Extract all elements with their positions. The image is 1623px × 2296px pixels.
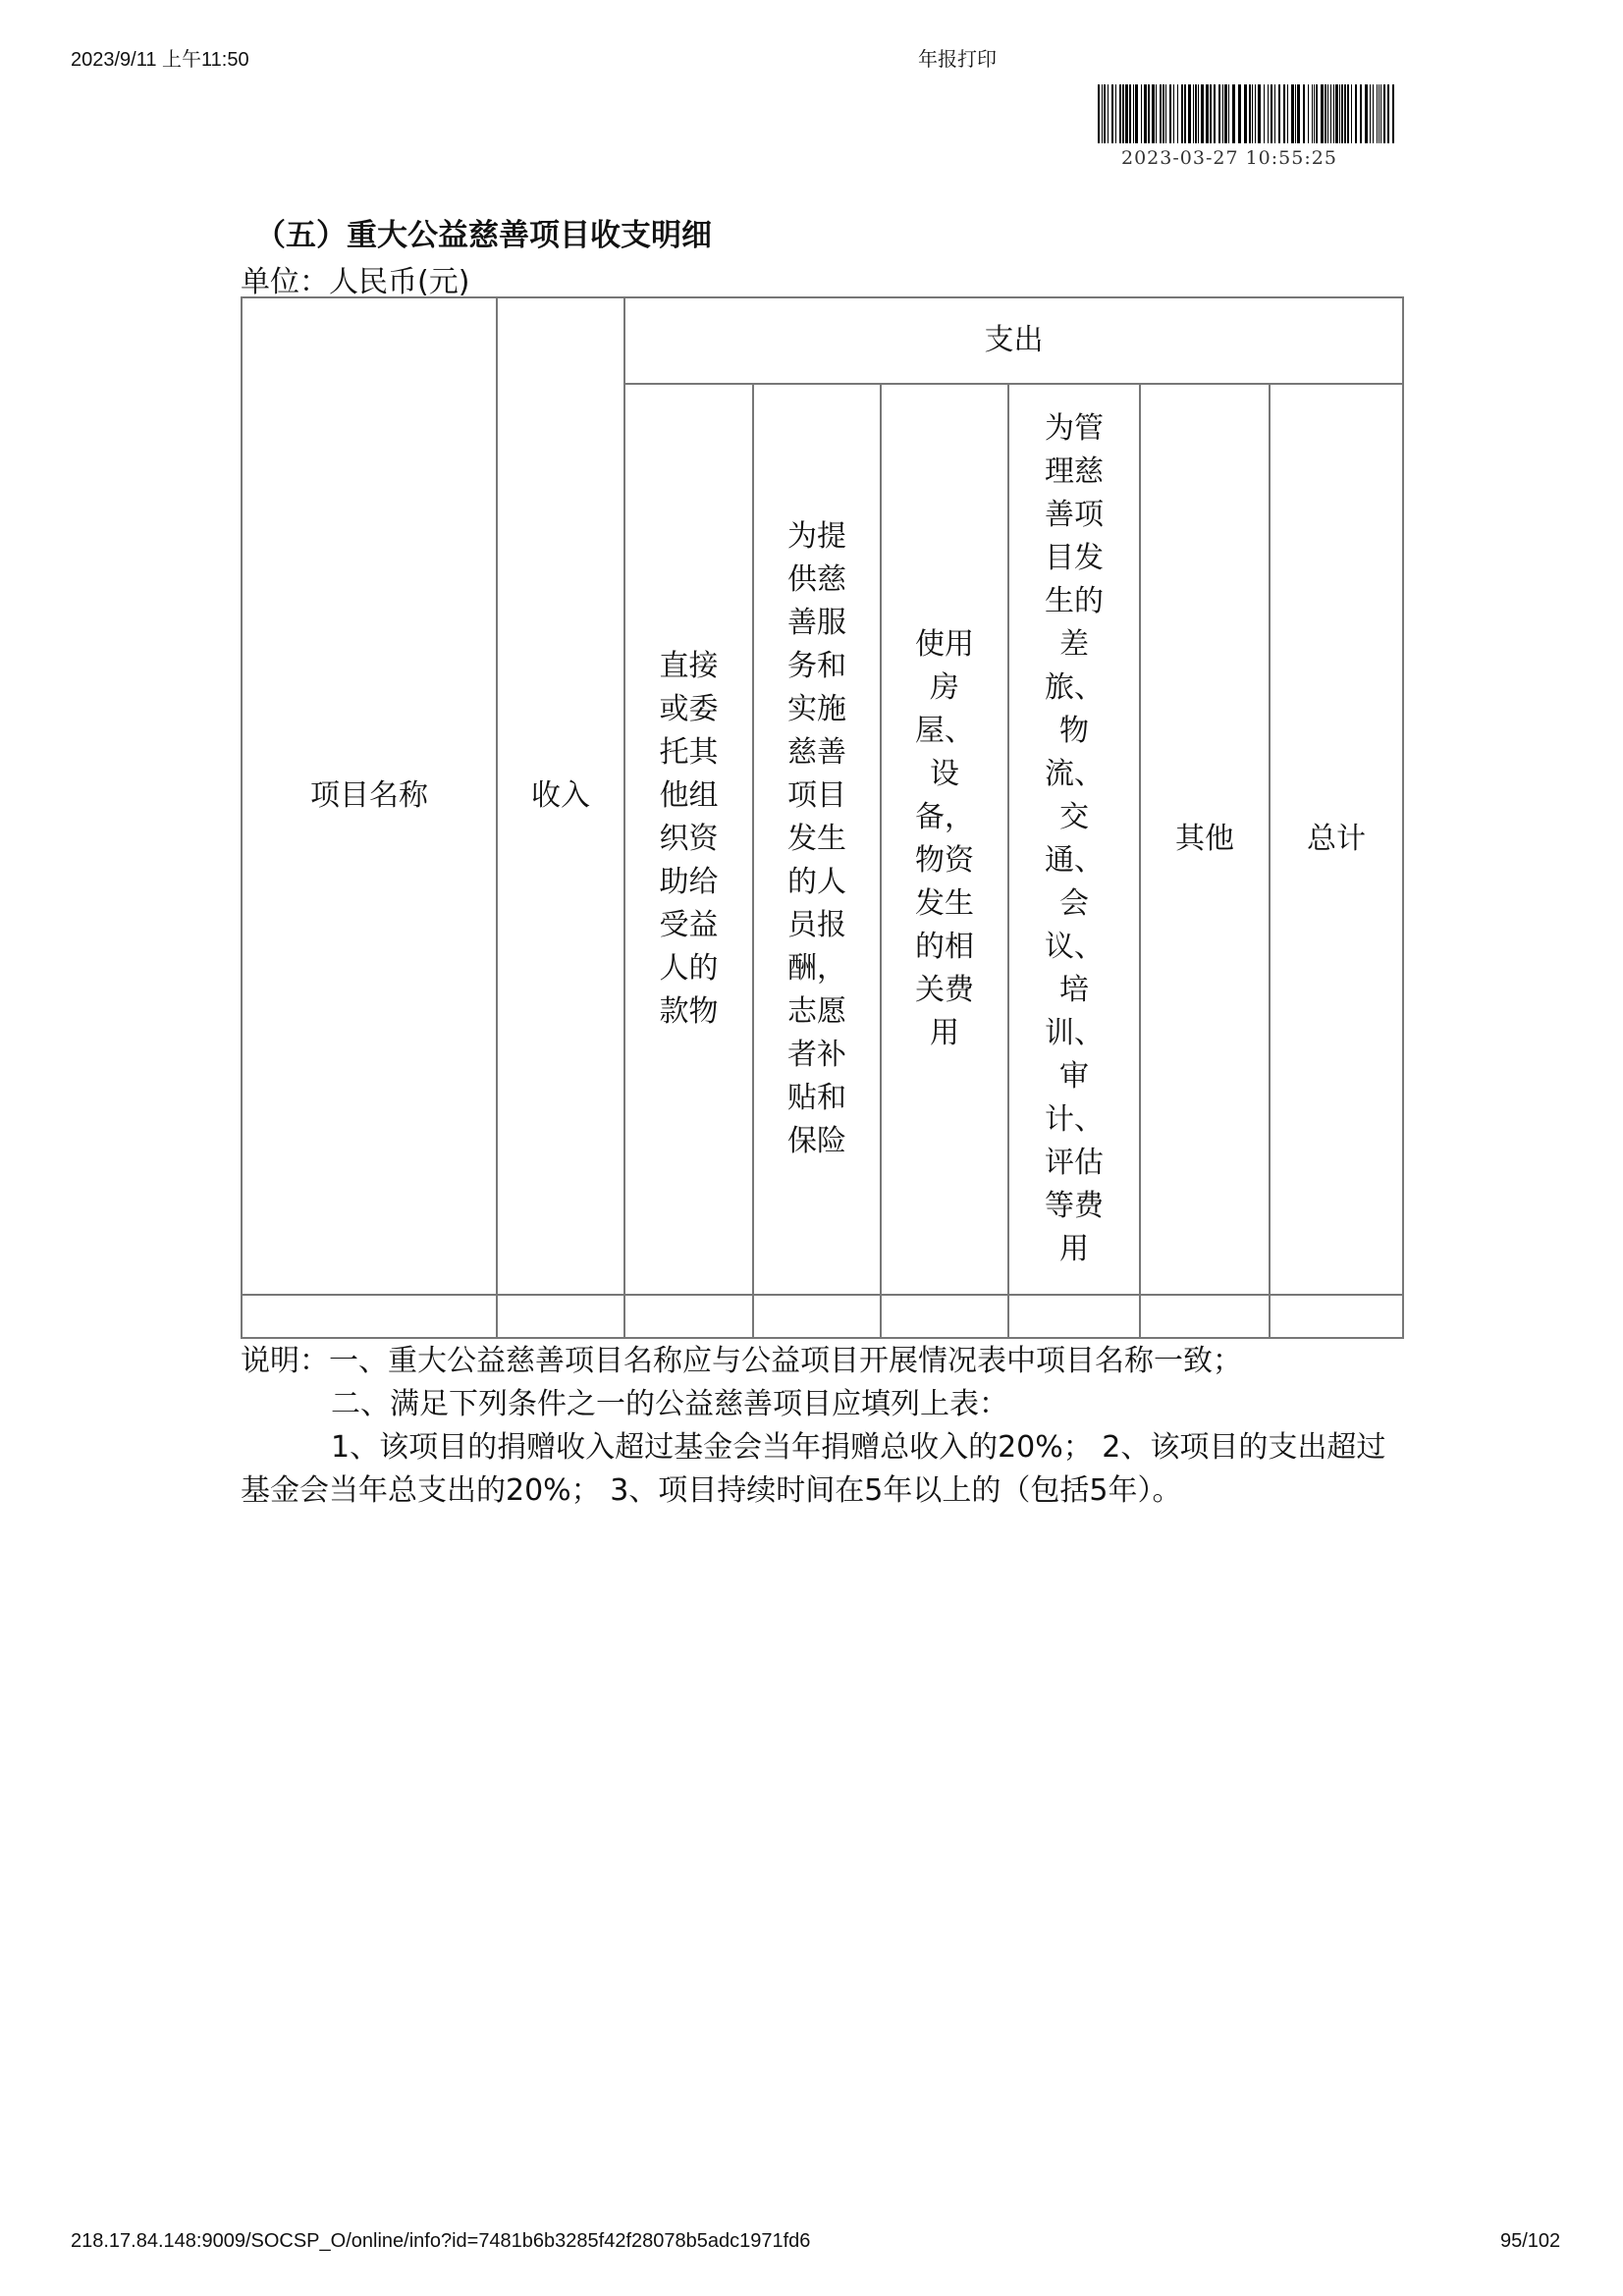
project-detail-table xyxy=(241,296,1404,1339)
header-total: 总计 xyxy=(1270,384,1403,1295)
header-personnel-cost xyxy=(753,384,881,1295)
print-title: 年报打印 xyxy=(918,49,997,71)
header-direct-funding xyxy=(624,384,753,1295)
table-cell xyxy=(753,1295,881,1338)
footer-url: 218.17.84.148:9009/SOCSP_O/online/info?id=7481b6b3285f42f28078b5adc1971fd6 xyxy=(71,2230,811,2252)
page-number: 95/102 xyxy=(1500,2230,1561,2252)
header-facility-cost-label: 使用房屋、设备，物资发生的相关费用 xyxy=(915,627,974,1050)
table-cell xyxy=(497,1295,624,1338)
table-cell xyxy=(881,1295,1008,1338)
header-direct-funding-label: 直接或委托其他组织资助给受益人的款物 xyxy=(659,649,719,1029)
note-line-3: 1、该项目的捐赠收入超过基金会当年捐赠总收入的20%； 2、该项目的支出超过基金会当年总支出的20%； 3、项目持续时间在5年以上的（包括5年）。 xyxy=(241,1430,1386,1508)
table-cell xyxy=(1270,1295,1403,1338)
header-management-cost xyxy=(1008,384,1140,1295)
table-cell xyxy=(624,1295,753,1338)
table-cell xyxy=(1140,1295,1270,1338)
currency-unit: 单位：人民币(元) xyxy=(241,265,470,299)
table-cell xyxy=(1008,1295,1140,1338)
header-income: 收入 xyxy=(497,297,624,1295)
table-cell xyxy=(242,1295,497,1338)
header-expense: 支出 xyxy=(624,297,1403,384)
header-management-cost-label: 为管理慈善项目发生的差旅、物流、交通、会议、培训、审计、评估等费用 xyxy=(1045,411,1104,1266)
header-other: 其他 xyxy=(1140,384,1270,1295)
barcode-timestamp: 2023-03-27 10:55:25 xyxy=(1121,147,1337,169)
section-title: （五）重大公益慈善项目收支明细 xyxy=(255,218,712,253)
note-line-1: 说明：一、重大公益慈善项目名称应与公益项目开展情况表中项目名称一致； xyxy=(241,1344,1242,1378)
table-row xyxy=(242,1295,1403,1338)
header-personnel-cost-label: 为提供慈善服务和实施慈善项目发生的人员报酬，志愿者补贴和保险 xyxy=(787,519,846,1158)
print-date: 2023/9/11 上午11:50 xyxy=(71,49,249,71)
note-line-2: 二、满足下列条件之一的公益慈善项目应填列上表： xyxy=(331,1387,1008,1421)
barcode-image xyxy=(1098,84,1398,143)
header-facility-cost xyxy=(881,384,1008,1295)
header-project-name: 项目名称 xyxy=(242,297,497,1295)
